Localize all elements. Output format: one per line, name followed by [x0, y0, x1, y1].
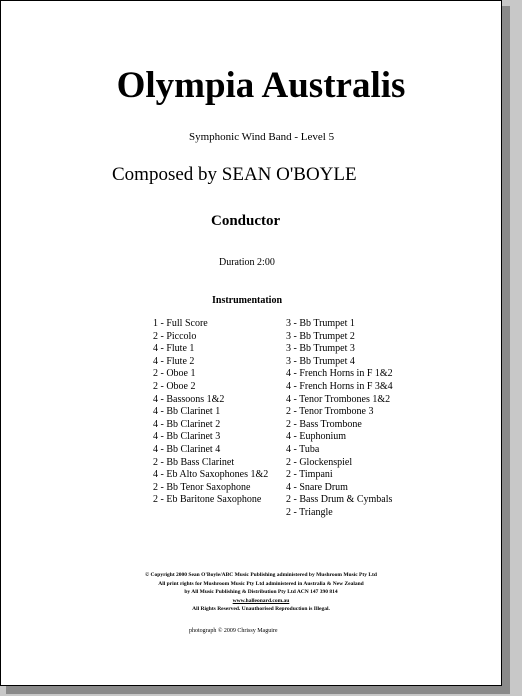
part-name: Conductor: [211, 213, 281, 229]
instrument-item: 4 - Tenor Trombones 1&2: [286, 393, 391, 405]
instrument-item: 4 - Tuba: [286, 443, 320, 455]
instrument-item: 4 - Flute 1: [153, 343, 195, 355]
instrument-item: 4 - French Horns in F 1&2: [286, 368, 393, 380]
copyright-line: All print rights for Mushroom Music Pty Ltd administered in Australia & New Zealand: [158, 580, 364, 587]
instrument-item: 4 - Bb Clarinet 3: [153, 431, 221, 443]
copyright-line: © Copyright 2000 Sean O'Boyle/ABC Music Publishing administered by Mushroom Music Pty Ltd: [145, 572, 377, 578]
instrument-item: 1 - Full Score: [153, 318, 208, 329]
instrument-item: 2 - Oboe 1: [153, 368, 196, 380]
instrumentation-column-1: [153, 318, 268, 507]
instrumentation-column-2: [286, 318, 393, 520]
instrument-item: 4 - Flute 2: [153, 355, 195, 367]
instrument-item: 2 - Bb Tenor Saxophone: [153, 481, 251, 493]
instrument-item: 4 - Snare Drum: [286, 481, 348, 493]
instrument-item: 4 - French Horns in F 3&4: [286, 380, 393, 392]
subtitle: Symphonic Wind Band - Level 5: [189, 131, 335, 143]
instrument-item: 2 - Glockenspiel: [286, 456, 353, 468]
instrument-item: 3 - Bb Trumpet 1: [286, 318, 355, 329]
instrument-item: 4 - Euphonium: [286, 431, 346, 443]
instrument-item: 3 - Bb Trumpet 4: [286, 355, 355, 367]
instrument-item: 2 - Oboe 2: [153, 380, 196, 392]
page-shadow-bottom: [6, 686, 510, 694]
instrument-item: 3 - Bb Trumpet 2: [286, 330, 355, 342]
instrument-item: 4 - Bb Clarinet 2: [153, 418, 221, 430]
duration: Duration 2:00: [219, 257, 275, 268]
copyright-line: All Rights Reserved. Unauthorised Reproduction is Illegal.: [192, 606, 330, 612]
instrument-item: 4 - Bb Clarinet 1: [153, 406, 221, 418]
photo-credit: photograph © 2009 Chrissy Maguire: [189, 628, 278, 634]
instrument-item: 2 - Timpani: [286, 469, 333, 481]
instrument-item: 2 - Eb Baritone Saxophone: [153, 494, 262, 506]
instrumentation-heading: Instrumentation: [212, 295, 283, 306]
instrument-item: 4 - Eb Alto Saxophones 1&2: [153, 469, 269, 481]
instrument-item: 4 - Bassoons 1&2: [153, 393, 225, 405]
composer-credit: Composed by SEAN O'BOYLE: [112, 164, 357, 185]
website-link[interactable]: www.halleonard.com.au: [232, 597, 290, 604]
instrument-item: 2 - Bass Trombone: [286, 418, 362, 430]
instrument-item: 4 - Bb Clarinet 4: [153, 443, 221, 455]
instrument-item: 3 - Bb Trumpet 3: [286, 343, 355, 355]
instrument-item: 2 - Triangle: [286, 506, 333, 518]
instrument-item: 2 - Tenor Trombone 3: [286, 406, 374, 418]
copyright-line: by All Music Publishing & Distribution Pty Ltd ACN 147 390 814: [184, 589, 338, 595]
copyright-notice: [1, 571, 521, 614]
instrument-item: 2 - Bass Drum & Cymbals: [286, 494, 393, 506]
instrument-item: 2 - Bb Bass Clarinet: [153, 456, 235, 468]
page-title: Olympia Australis: [116, 65, 406, 106]
instrument-item: 2 - Piccolo: [153, 330, 197, 342]
